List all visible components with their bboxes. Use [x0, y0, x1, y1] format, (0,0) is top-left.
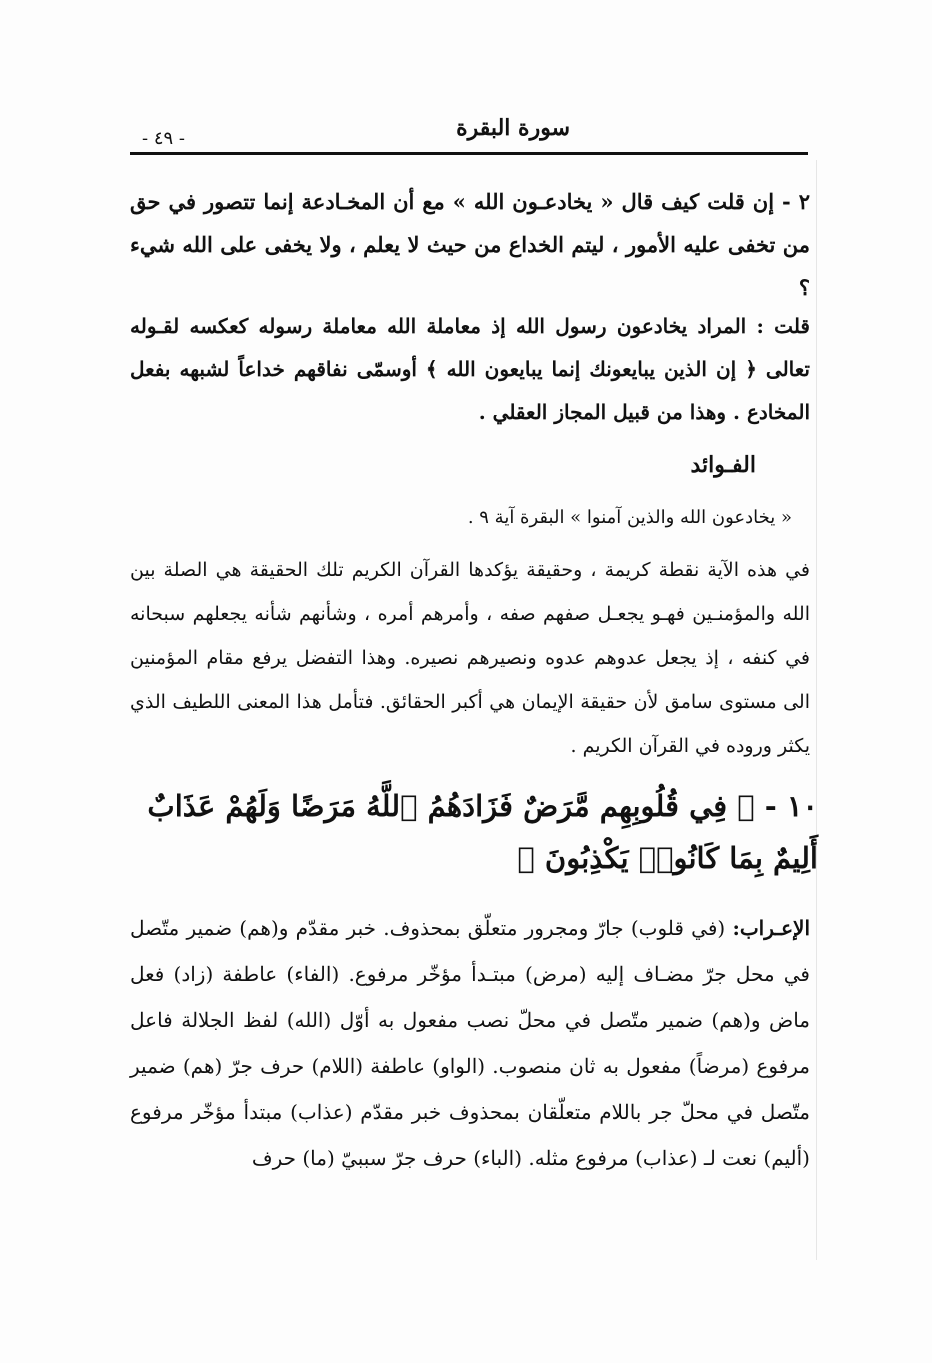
- irab-label: الإعـراب:: [732, 916, 810, 940]
- irab-paragraph: [130, 905, 810, 1181]
- page-number: - ٤٩ -: [142, 128, 185, 149]
- fawaid-paragraph: في هذه الآية نقطة كريمة ، وحقيقة يؤكدها القرآن الكريم تلك الحقيقة هي الصلة بين الله والمؤمنـين فهـو يجعـل صفهم صفه ، وأمرهم أمره ، وشأنهم شأنه يجعلهم سبحانه في كنفه ، إذ يجعل عدوهم عدوه ونصيرهم نصيره. وهذا التفضل يرفع مقام المؤمنين الى مستوى سامق لأن حقيقة الإيمان هي أكبر الحقائق. فتأمل هذا المعنى اللطيف الذي يكثر وروده في القرآن الكريم .: [130, 559, 810, 757]
- scan-artifact-line: [816, 160, 817, 1260]
- fawaid-verse-reference: « يخادعون الله والذين آمنوا » البقرة آية ٩ .: [467, 507, 792, 528]
- irab-text: (في قلوب) جارّ ومجرور متعلّق بمحذوف. خبر مقدّم و(هم) ضمير متّصل في محل جرّ مضـاف إليه (مرض) مبتـدأ مؤخّر مرفوع. (الفاء) عاطفة (زاد) فعل ماض و(هم) ضمير متّصل في محلّ نصب مفعول به أوّل (الله) لفظ الجلالة فاعل مرفوع (مرضاً) مفعول به ثان منصوب. (الواو) عاطفة (اللام) حرف جرّ (هم) ضمير متّصل في محلّ جر باللام متعلّقان بمحذوف خبر مقدّم (عذاب) مبتدأ مؤخّر مرفوع (أليم) نعت لـ (عذاب) مرفوع مثله. (الباء) حرف جرّ سببيّ (ما) حرف: [130, 916, 810, 1170]
- verse-10: ١٠ - ﴿ فِي قُلُوبِهِم مَّرَضٌ فَزَادَهُمُ ٱللَّهُ مَرَضًا وَلَهُمْ عَذَابٌ أَلِيمٌ بِمَا كَانُوا۟ يَكْذِبُونَ ﴾: [147, 789, 818, 875]
- header-divider: [130, 152, 808, 155]
- answer-paragraph: قلت : المراد يخادعون رسول الله إذ معاملة الله معاملة رسوله كعكسه لقـوله تعالى ﴿ إن الذين يبايعونك إنما يبايعون الله ﴾ أوسمّى نفاقهم خداعاً لشبهه بفعل المخادع . وهذا من قبيل المجاز العقلي .: [130, 314, 810, 424]
- fawaid-heading: الفـوائد: [690, 452, 756, 478]
- surah-title: سورة البقرة: [456, 115, 570, 141]
- question-paragraph: ٢ - إن قلت كيف قال « يخادعـون الله » مع أن المخـادعة إنما تتصور في حق من تخفى عليه الأمور ، ليتم الخداع من حيث لا يعلم ، ولا يخفى على الله شيء ؟: [130, 189, 810, 300]
